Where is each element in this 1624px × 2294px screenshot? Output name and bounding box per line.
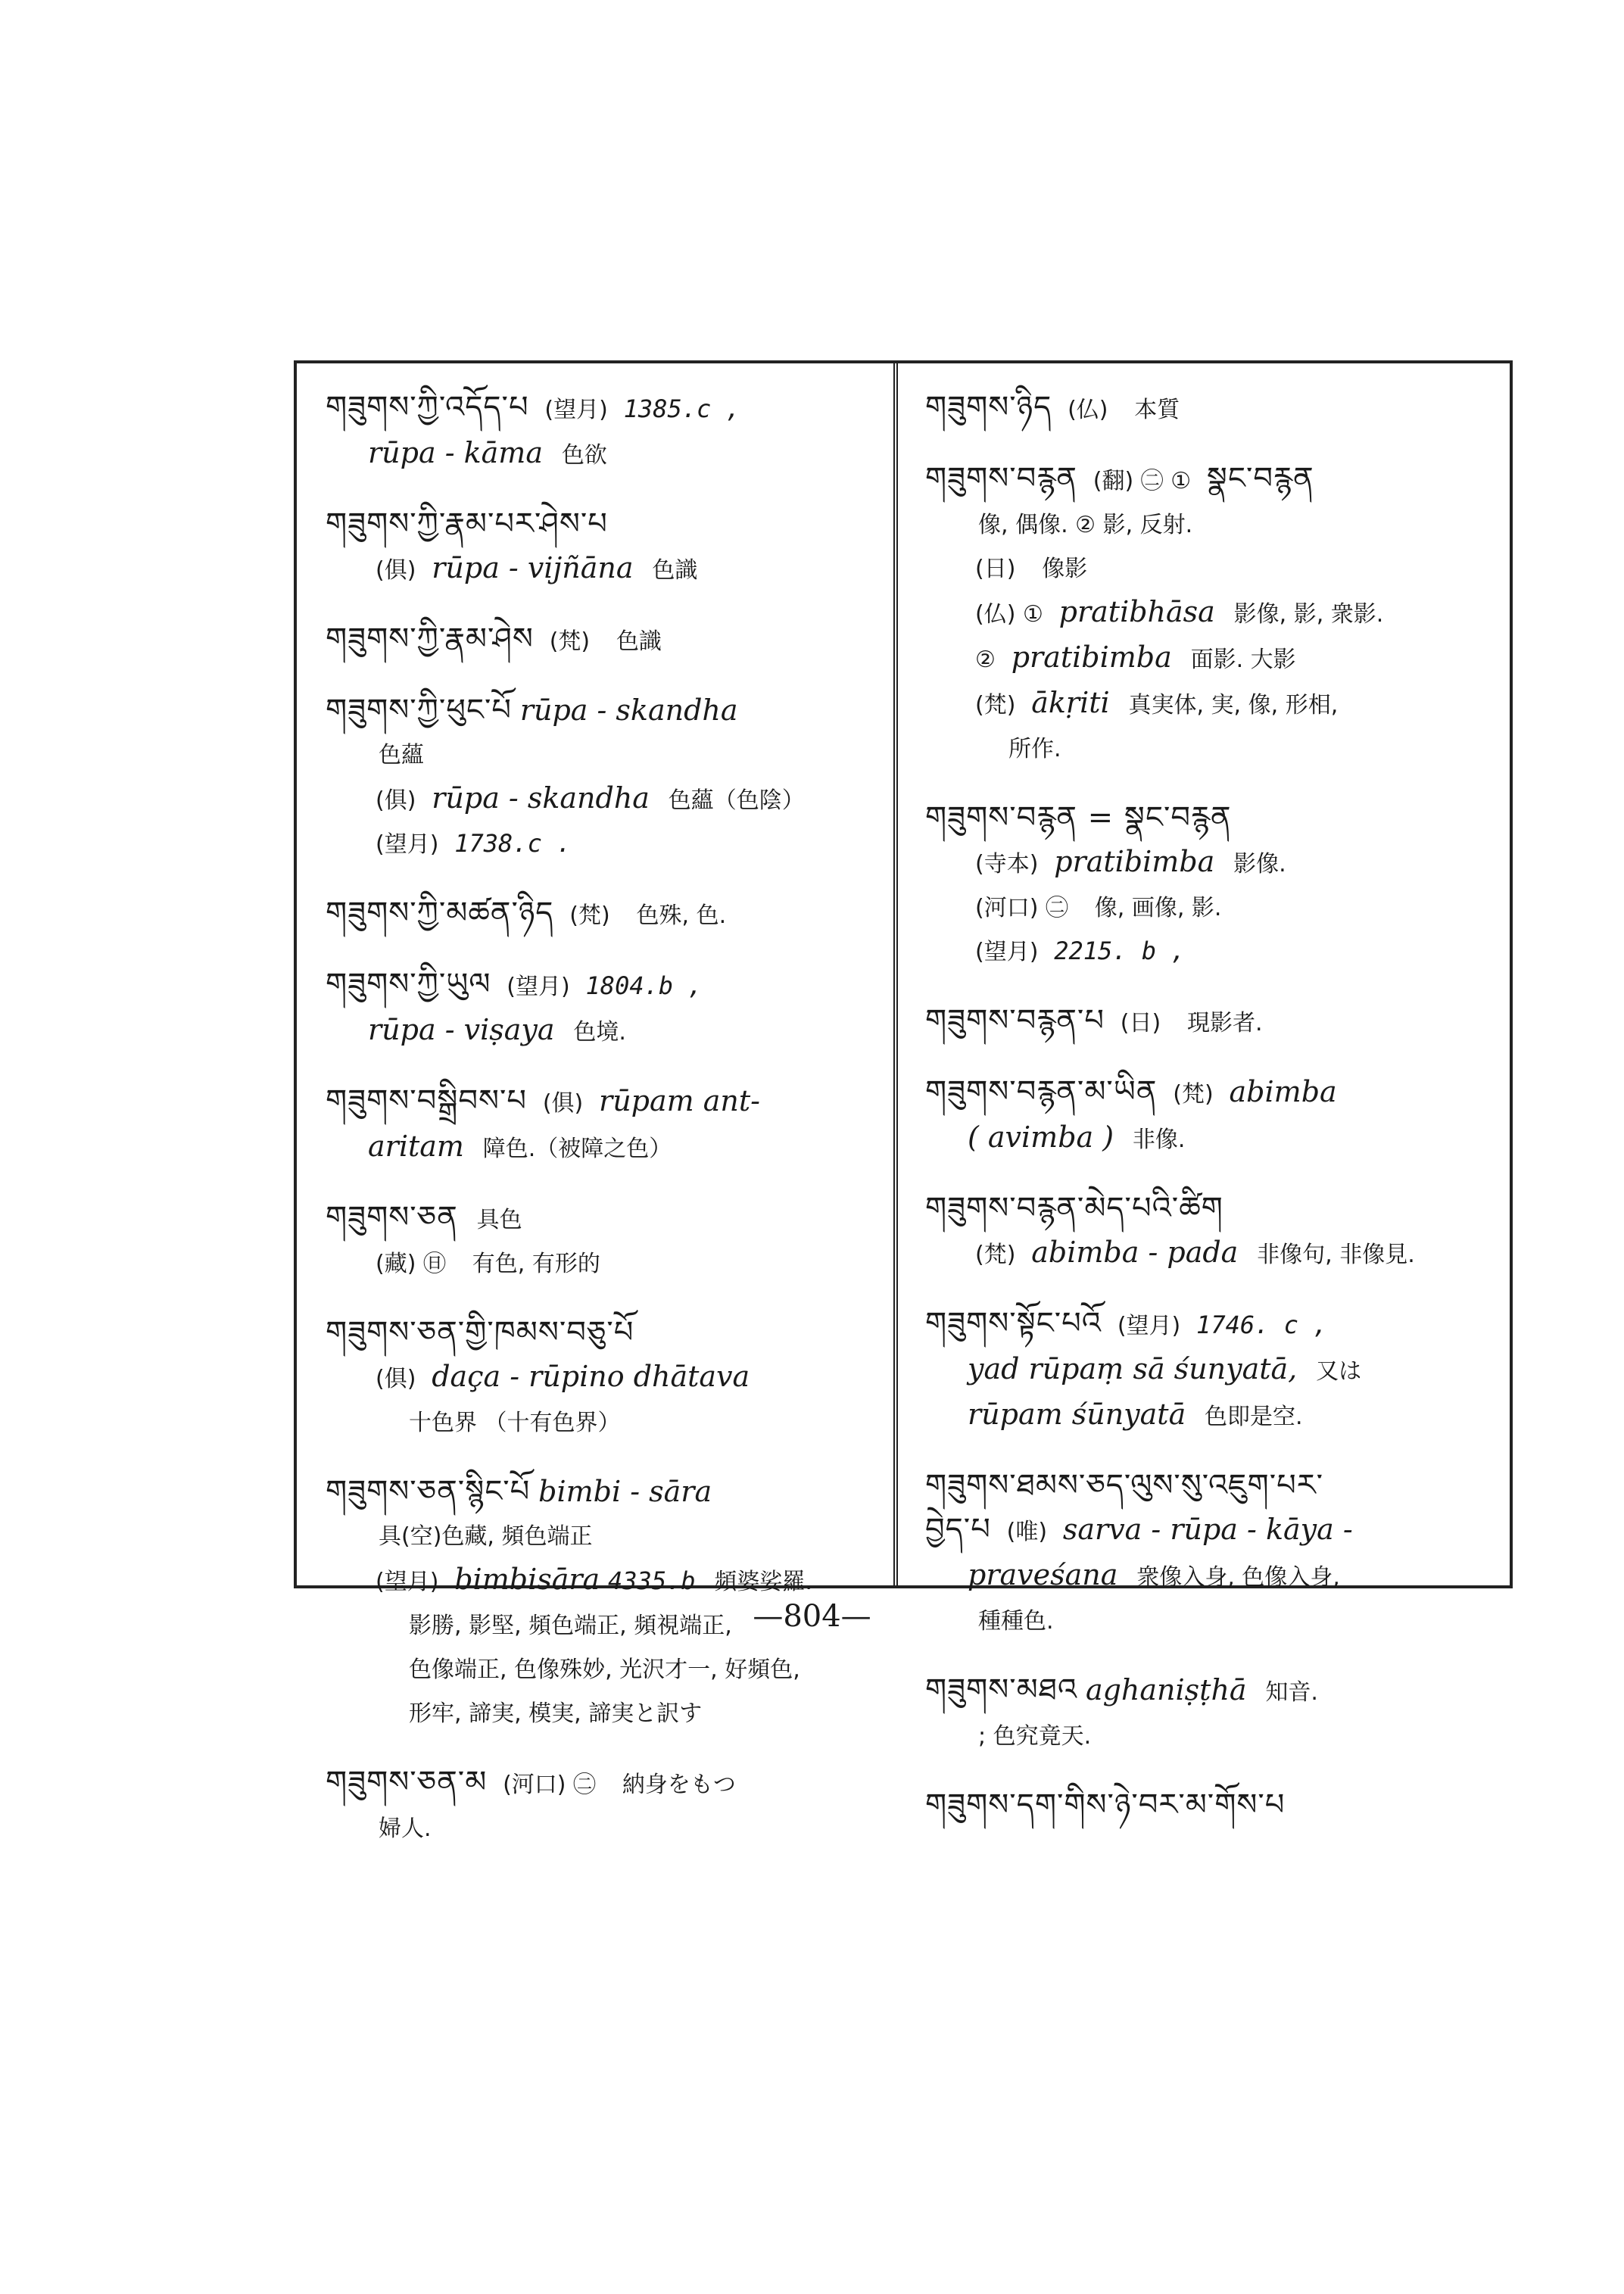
sanskrit-term: rūpa - viṣaya: [368, 1013, 555, 1046]
tibetan-headword: གཟུགས་ཉིད: [925, 390, 1052, 425]
dictionary-entry: [326, 386, 886, 477]
entry-line: [326, 1558, 886, 1604]
entry-line: [925, 636, 1501, 681]
tibetan-headword: གཟུགས་ཀྱི་རྣམ་ཤེས: [326, 622, 534, 656]
dictionary-entry: [326, 892, 886, 937]
tibetan-headword: གཟུགས་ཀྱི་ཡུལ: [326, 967, 491, 1002]
entry-line: [925, 386, 1501, 432]
entry-line: [925, 1784, 1501, 1828]
gloss-text: 色識: [652, 557, 698, 584]
entry-line: [326, 618, 886, 663]
sanskrit-term: rūpa - skandha: [519, 693, 738, 727]
dictionary-entry: [326, 1080, 886, 1170]
dictionary-entry: [925, 1187, 1501, 1276]
entry-line: [925, 796, 1501, 840]
gloss-text: 納身をもつ: [622, 1772, 736, 1798]
entry-line: [326, 1008, 886, 1054]
gloss-text: 種種色.: [978, 1608, 1054, 1635]
gloss-text: 所作.: [1008, 736, 1061, 762]
gloss-text: 像, 偶像. ② 影, 反射.: [978, 512, 1193, 538]
entry-line: [326, 689, 886, 733]
entry-line: [925, 503, 1501, 547]
sanskrit-term: rūpa - skandha: [432, 781, 650, 815]
tibetan-headword: གཟུགས་བརྙན་མ་ཡིན: [925, 1074, 1158, 1109]
gloss-text: 影勝, 影堅, 頻色端正, 頻視端正,: [409, 1613, 732, 1639]
source-tag: (梵): [975, 692, 1016, 718]
sanskrit-term: rūpam śūnyatā: [968, 1398, 1186, 1431]
source-tag: (翻) ㊁ ①: [1093, 468, 1192, 494]
sanskrit-term: ( avimba ): [968, 1121, 1114, 1154]
reference-number: 1746. c ,: [1196, 1311, 1328, 1339]
reference-number: 1804.b ,: [585, 971, 703, 1000]
tibetan-headword: གཟུགས་མཐའ: [925, 1672, 1078, 1707]
dictionary-entry: [326, 1196, 886, 1286]
sanskrit-term: aghaniṣṭhā: [1085, 1673, 1247, 1706]
sanskrit-term: rūpa - kāma: [368, 436, 543, 469]
source-tag: (望月): [544, 397, 608, 423]
entry-line: [925, 457, 1501, 503]
entry-line: [326, 1691, 886, 1735]
entry-line: [326, 1647, 886, 1691]
entry-line: [925, 1231, 1501, 1276]
entry-line: [326, 1080, 886, 1125]
sanskrit-term: abimba - pada: [1031, 1236, 1239, 1269]
gloss-text: 色蘊（色陰）: [668, 787, 805, 814]
source-tag: (河口) ㊁: [503, 1772, 597, 1798]
tibetan-headword: གཟུགས་ཅན་མ: [326, 1765, 488, 1800]
gloss-text: 具色: [476, 1207, 522, 1233]
gloss-text: 色即是空.: [1205, 1404, 1303, 1430]
entry-line: [925, 1464, 1501, 1508]
entry-line: [925, 1669, 1501, 1714]
entry-line: [326, 1125, 886, 1170]
entry-line: [326, 822, 886, 866]
tibetan-headword: བྱེད་པ: [925, 1512, 991, 1547]
gloss-text: 非像.: [1132, 1127, 1186, 1153]
dictionary-entry: [326, 1311, 886, 1445]
tibetan-headword: གཟུགས་བརྙན་མེད་པའི་ཚིག: [925, 1191, 1223, 1226]
dictionary-entry: [925, 1784, 1501, 1828]
source-tag: (望月): [376, 1569, 439, 1595]
sanskrit-term: aritam: [368, 1130, 464, 1163]
entry-line: [925, 547, 1501, 591]
source-tag: (梵): [975, 1242, 1016, 1268]
entry-line: [925, 1187, 1501, 1231]
sanskrit-term: pratibhāsa: [1058, 595, 1215, 628]
dictionary-entry: [925, 1071, 1501, 1161]
entry-line: [925, 681, 1501, 727]
gloss-text: 十色界 （十有色界）: [409, 1410, 621, 1436]
entry-line: [326, 547, 886, 592]
entry-line: [326, 1806, 886, 1850]
gloss-text: 色欲: [561, 442, 607, 469]
page-number: —804—: [753, 1599, 871, 1634]
tibetan-headword: གཟུགས་ཀྱི་འདོད་པ: [326, 390, 529, 425]
sanskrit-term: sarva - rūpa - kāya -: [1062, 1513, 1353, 1546]
entry-line: [925, 1393, 1501, 1438]
dictionary-entry: [925, 999, 1501, 1045]
entry-line: [925, 591, 1501, 636]
entry-line: [326, 1196, 886, 1242]
gloss-text: 非像句, 非像見.: [1257, 1242, 1415, 1268]
sanskrit-term: abimba: [1229, 1075, 1337, 1108]
entry-line: [925, 1508, 1501, 1554]
tibetan-headword: གཟུགས་ཅན་སྙིང་པོ: [326, 1474, 531, 1509]
gloss-text: 色蘊: [379, 742, 424, 768]
dictionary-entry: [326, 963, 886, 1054]
gloss-text: 形牢, 諦実, 模実, 諦実と訳す: [409, 1700, 703, 1727]
sanskrit-term: yad rūpaṃ sā śunyatā,: [968, 1352, 1298, 1385]
entry-line: [925, 1302, 1501, 1348]
sanskrit-term: pratibimba: [1011, 641, 1172, 674]
source-tag: (俱): [376, 1366, 416, 1392]
dictionary-entry: [925, 386, 1501, 432]
reference-number: 1385.c ,: [623, 394, 740, 423]
source-tag: (梵): [569, 902, 610, 929]
entry-line: [925, 999, 1501, 1045]
gloss-text: ; 色究竟天.: [978, 1723, 1092, 1750]
tibetan-headword: གཟུགས་བརྙན = སྣང་བརྙན: [925, 800, 1232, 835]
source-tag: (唯): [1006, 1519, 1048, 1545]
source-tag: (梵): [549, 628, 591, 655]
sanskrit-term: bimbi - sāra: [538, 1475, 712, 1508]
dictionary-entry: [925, 1669, 1501, 1758]
entry-line: [925, 1071, 1501, 1116]
entry-line: [326, 1311, 886, 1355]
source-tag: (寺本): [975, 851, 1039, 877]
sanskrit-term: rūpa - vijñāna: [432, 551, 634, 584]
dictionary-entry: [326, 1761, 886, 1850]
reference-number: 2215. b ,: [1054, 937, 1186, 965]
gloss-text: 障色.（被障之色）: [482, 1136, 672, 1162]
source-tag: (望月): [975, 939, 1039, 965]
gloss-text: 色識: [616, 628, 662, 655]
left-column: [326, 386, 886, 1876]
gloss-text: 本質: [1134, 397, 1180, 423]
tibetan-headword: གཟུགས་སྟོང་པའོ: [925, 1306, 1102, 1341]
entry-line: [326, 1401, 886, 1445]
gloss-text: 現影者.: [1187, 1010, 1263, 1036]
gloss-text: 像, 画像, 影.: [1094, 895, 1222, 921]
gloss-text: 衆像入身, 色像入身,: [1136, 1564, 1340, 1591]
tibetan-headword: གཟུགས་ཀྱི་རྣམ་པར་ཤེས་པ: [326, 506, 608, 541]
gloss-text: 具(空)色藏, 頻色端正: [379, 1523, 593, 1550]
entry-line: [925, 1714, 1501, 1758]
column-divider: [893, 360, 898, 1588]
reference-number: 4335.b: [608, 1566, 696, 1595]
tibetan-headword: གཟུགས་བརྙན་པ: [925, 1003, 1105, 1038]
dictionary-entry: [326, 503, 886, 592]
sanskrit-term: praveśana: [968, 1558, 1118, 1591]
gloss-text: 像影: [1042, 556, 1088, 582]
entry-line: [925, 930, 1501, 974]
source-tag: (梵): [1173, 1081, 1214, 1108]
entry-line: [925, 1348, 1501, 1393]
tibetan-headword: གཟུགས་བརྙན: [925, 461, 1077, 496]
entry-line: [326, 1470, 886, 1514]
gloss-text: 知音.: [1265, 1679, 1318, 1706]
reference-number: 1738.c .: [454, 829, 572, 858]
entry-line: [326, 892, 886, 937]
gloss-text: 真実体, 実, 像, 形相,: [1128, 692, 1339, 718]
sanskrit-term: bimbisāra: [454, 1563, 600, 1596]
entry-line: [326, 386, 886, 432]
tibetan-headword: གཟུགས་ཅན་གྱི་ཁམས་བཅུ་པོ: [326, 1315, 634, 1350]
entry-line: [326, 503, 886, 547]
source-tag: (藏) ㊐: [376, 1251, 446, 1277]
source-tag: (日): [975, 556, 1016, 582]
sanskrit-term: pratibimba: [1054, 845, 1215, 878]
dictionary-entry: [925, 1302, 1501, 1438]
tibetan-headword: སྣང་བརྙན: [1206, 461, 1314, 496]
gloss-text: 面影. 大影: [1190, 647, 1296, 673]
entry-line: [326, 963, 886, 1008]
tibetan-headword: གཟུགས་ཅན: [326, 1200, 458, 1235]
entry-line: [326, 777, 886, 822]
source-tag: (望月): [376, 831, 439, 858]
gloss-text: 影像.: [1233, 851, 1286, 877]
source-tag: (望月): [1117, 1313, 1181, 1339]
sanskrit-term: daça - rūpino dhātava: [432, 1360, 750, 1393]
entry-line: [925, 886, 1501, 930]
source-tag: ②: [975, 647, 996, 673]
dictionary-entry: [326, 618, 886, 663]
entry-line: [326, 1355, 886, 1401]
dictionary-entry: [925, 457, 1501, 771]
gloss-text: 婦人.: [379, 1816, 432, 1842]
tibetan-headword: གཟུགས་ཀྱི་ཕུང་པོ: [326, 693, 512, 728]
entry-line: [925, 727, 1501, 771]
entry-line: [326, 1242, 886, 1286]
source-tag: (河口) ㊁: [975, 895, 1068, 921]
source-tag: (俱): [542, 1090, 584, 1117]
gloss-text: 影像, 影, 衆影.: [1233, 601, 1384, 628]
gloss-text: 色像端正, 色像殊妙, 光沢才一, 好頻色,: [409, 1657, 800, 1683]
dictionary-entry: [925, 796, 1501, 974]
tibetan-headword: གཟུགས་བསྒྲིབས་པ: [326, 1083, 527, 1118]
entry-line: [326, 733, 886, 777]
source-tag: (日): [1120, 1010, 1161, 1036]
tibetan-headword: གཟུགས་ཀྱི་མཚན་ཉིད: [326, 896, 554, 930]
gloss-text: 有色, 有形的: [472, 1251, 600, 1277]
dictionary-entry: [326, 689, 886, 866]
entry-line: [326, 1514, 886, 1558]
entry-line: [925, 1554, 1501, 1599]
entry-line: [326, 1761, 886, 1806]
source-tag: (望月): [507, 974, 570, 1000]
source-tag: (俱): [376, 787, 416, 814]
source-tag: (俱): [376, 557, 416, 584]
entry-line: [326, 432, 886, 477]
tibetan-headword: གཟུགས་ཐམས་ཅད་ལུས་སུ་འཇུག་པར་: [925, 1468, 1324, 1503]
sanskrit-term: ākṛiti: [1031, 686, 1110, 719]
gloss-text: 色殊, 色.: [636, 902, 727, 929]
source-tag: (仏) ①: [975, 601, 1043, 628]
sanskrit-term: rūpam ant-: [599, 1084, 761, 1117]
gloss-text: 色境.: [573, 1019, 626, 1046]
tibetan-headword: གཟུགས་དག་གིས་ཉེ་བར་མ་གོས་པ: [925, 1788, 1286, 1822]
source-tag: (仏): [1068, 397, 1108, 423]
entry-line: [925, 1116, 1501, 1161]
gloss-text: 頻婆娑羅.: [714, 1569, 812, 1595]
entry-line: [925, 840, 1501, 886]
gloss-text: 又は: [1316, 1358, 1362, 1385]
